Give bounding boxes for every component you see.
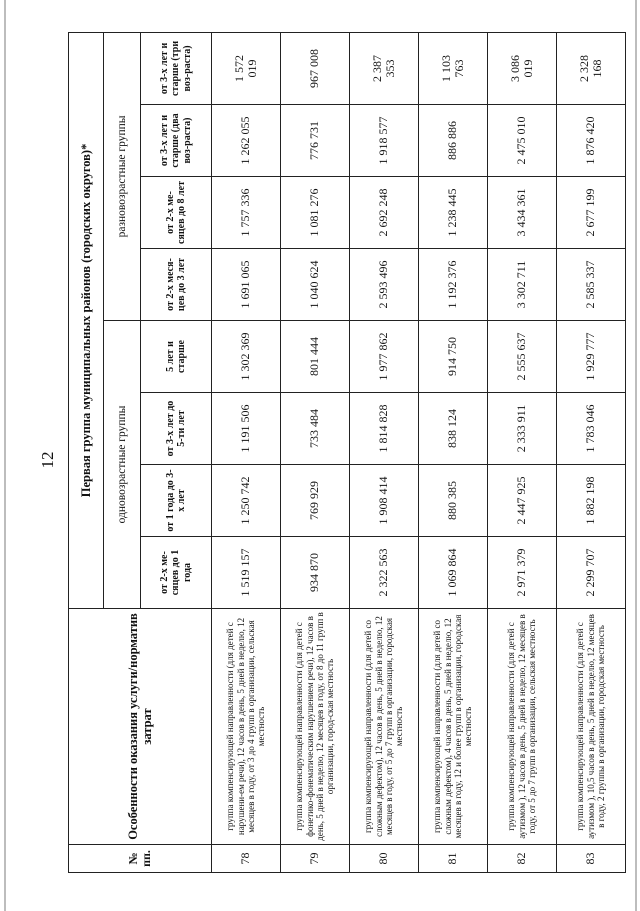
header-row-number: № пп. bbox=[69, 845, 212, 873]
row-feature: группа компенсирующей направленности (для детей с фонетико-фонематическим нарушением речи), 12 часов в день, 5 дней в неделю, 12 месяцев в году, от 8 до 11 групп в организации, город-ская местность bbox=[281, 609, 350, 845]
cost-norm-table bbox=[68, 32, 626, 873]
cost-cell: 2 585 337 bbox=[557, 249, 626, 321]
cost-cell: 1 069 864 bbox=[419, 537, 488, 609]
cost-cell: 733 484 bbox=[281, 393, 350, 465]
cost-cell: 1 783 046 bbox=[557, 393, 626, 465]
header-age-col: от 3-х лет и старше (три воз-раста) bbox=[141, 32, 212, 104]
cost-cell: 801 444 bbox=[281, 321, 350, 393]
header-age-col: от 2-х ме-сяцев до 8 лет bbox=[141, 177, 212, 249]
cost-cell: 3 086 019 bbox=[488, 32, 557, 104]
cost-cell: 838 124 bbox=[419, 393, 488, 465]
row-feature: группа компенсирующей направленности (для детей с нарушени-ем речи), 12 часов в день, 5 дней в неделю, 12 месяцев в году, от 3 до 4 групп в организации, сельская местность bbox=[212, 609, 281, 845]
row-feature: группа компенсирующей направленности (для детей с аутизмом ), 12 часов в день, 5 дней в неделю, 12 месяцев в году, от 5 до 7 групп в организации, сельская местность bbox=[488, 609, 557, 845]
cost-cell: 2 333 911 bbox=[488, 393, 557, 465]
cost-cell: 1 191 506 bbox=[212, 393, 281, 465]
cost-cell: 1 262 055 bbox=[212, 105, 281, 177]
rotated-sheet bbox=[26, 35, 639, 885]
cost-cell: 1 876 420 bbox=[557, 105, 626, 177]
header-group: Первая группа муниципальных районов (городских округов)* bbox=[69, 32, 104, 608]
row-number: 80 bbox=[350, 845, 419, 873]
table-row bbox=[212, 32, 281, 872]
header-age-col: от 3-х лет и старше (два воз-раста) bbox=[141, 105, 212, 177]
header-single-age: одновозрастные группы bbox=[104, 321, 141, 609]
cost-cell: 1 081 276 bbox=[281, 177, 350, 249]
cost-cell: 1 977 862 bbox=[350, 321, 419, 393]
cost-cell: 1 192 376 bbox=[419, 249, 488, 321]
header-age-col: от 2-х меся-цев до 3 лет bbox=[141, 249, 212, 321]
row-feature: группа компенсирующей направленности (для детей со сложным дефектом), 12 часов в день, 5 дней в неделю, 12 месяцев в году, от 5 до 7 групп в организации, городская местность bbox=[350, 609, 419, 845]
cost-cell: 2 299 707 bbox=[557, 537, 626, 609]
row-feature: группа компенсирующей направленности (для детей со сложным дефектом), 4 часов в день, 5 дней в неделю, 12 месяцев в году, 12 и более групп в организации, городская местность bbox=[419, 609, 488, 845]
cost-cell: 1 908 414 bbox=[350, 465, 419, 537]
cost-cell: 886 886 bbox=[419, 105, 488, 177]
cost-cell: 1 929 777 bbox=[557, 321, 626, 393]
table-row bbox=[350, 32, 419, 872]
header-age-col: от 3-х лет до 5-ти лет bbox=[141, 393, 212, 465]
row-number: 82 bbox=[488, 845, 557, 873]
cost-cell: 2 555 637 bbox=[488, 321, 557, 393]
header-age-col: от 1 года до 3-х лет bbox=[141, 465, 212, 537]
cost-cell: 1 103 763 bbox=[419, 32, 488, 104]
cost-cell: 2 593 496 bbox=[350, 249, 419, 321]
cost-cell: 2 387 353 bbox=[350, 32, 419, 104]
cost-cell: 3 434 361 bbox=[488, 177, 557, 249]
cost-cell: 2 475 010 bbox=[488, 105, 557, 177]
cost-cell: 934 870 bbox=[281, 537, 350, 609]
table-row bbox=[419, 32, 488, 872]
cost-cell: 1 302 369 bbox=[212, 321, 281, 393]
cost-cell: 3 302 711 bbox=[488, 249, 557, 321]
cost-cell: 2 447 925 bbox=[488, 465, 557, 537]
cost-cell: 2 328 168 bbox=[557, 32, 626, 104]
cost-cell: 769 929 bbox=[281, 465, 350, 537]
cost-cell: 2 692 248 bbox=[350, 177, 419, 249]
page-number: 12 bbox=[38, 451, 57, 469]
row-feature: группа компенсирующей направленности (для детей с аутизмом ), 10,5 часов в день, 5 дней в неделю, 12 месяцев в году, 2 группы в организации, городская местность bbox=[557, 609, 626, 845]
cost-cell: 914 750 bbox=[419, 321, 488, 393]
table-row bbox=[281, 32, 350, 872]
cost-cell: 776 731 bbox=[281, 105, 350, 177]
cost-cell: 1 918 577 bbox=[350, 105, 419, 177]
header-age-col: от 2-х ме-сяцев до 1 года bbox=[141, 537, 212, 609]
cost-cell: 967 008 bbox=[281, 32, 350, 104]
cost-cell: 1 757 336 bbox=[212, 177, 281, 249]
header-mixed-age: разновозрастные группы bbox=[104, 32, 141, 320]
row-number: 78 bbox=[212, 845, 281, 873]
row-number: 79 bbox=[281, 845, 350, 873]
cost-cell: 2 971 379 bbox=[488, 537, 557, 609]
table-row bbox=[488, 32, 557, 872]
cost-cell: 1 572 019 bbox=[212, 32, 281, 104]
cost-cell: 1 519 157 bbox=[212, 537, 281, 609]
scan-left-edge bbox=[4, 0, 6, 911]
cost-cell: 1 238 445 bbox=[419, 177, 488, 249]
cost-cell: 1 250 742 bbox=[212, 465, 281, 537]
cost-cell: 1 040 624 bbox=[281, 249, 350, 321]
table-row bbox=[557, 32, 626, 872]
row-number: 83 bbox=[557, 845, 626, 873]
row-number: 81 bbox=[419, 845, 488, 873]
cost-cell: 880 385 bbox=[419, 465, 488, 537]
cost-cell: 1 814 828 bbox=[350, 393, 419, 465]
cost-cell: 2 322 563 bbox=[350, 537, 419, 609]
cost-cell: 1 691 065 bbox=[212, 249, 281, 321]
cost-cell: 2 677 199 bbox=[557, 177, 626, 249]
header-feature: Особенности оказания услуги/норматив затрат bbox=[69, 609, 212, 845]
header-age-col: 5 лет и старше bbox=[141, 321, 212, 393]
cost-cell: 1 882 198 bbox=[557, 465, 626, 537]
